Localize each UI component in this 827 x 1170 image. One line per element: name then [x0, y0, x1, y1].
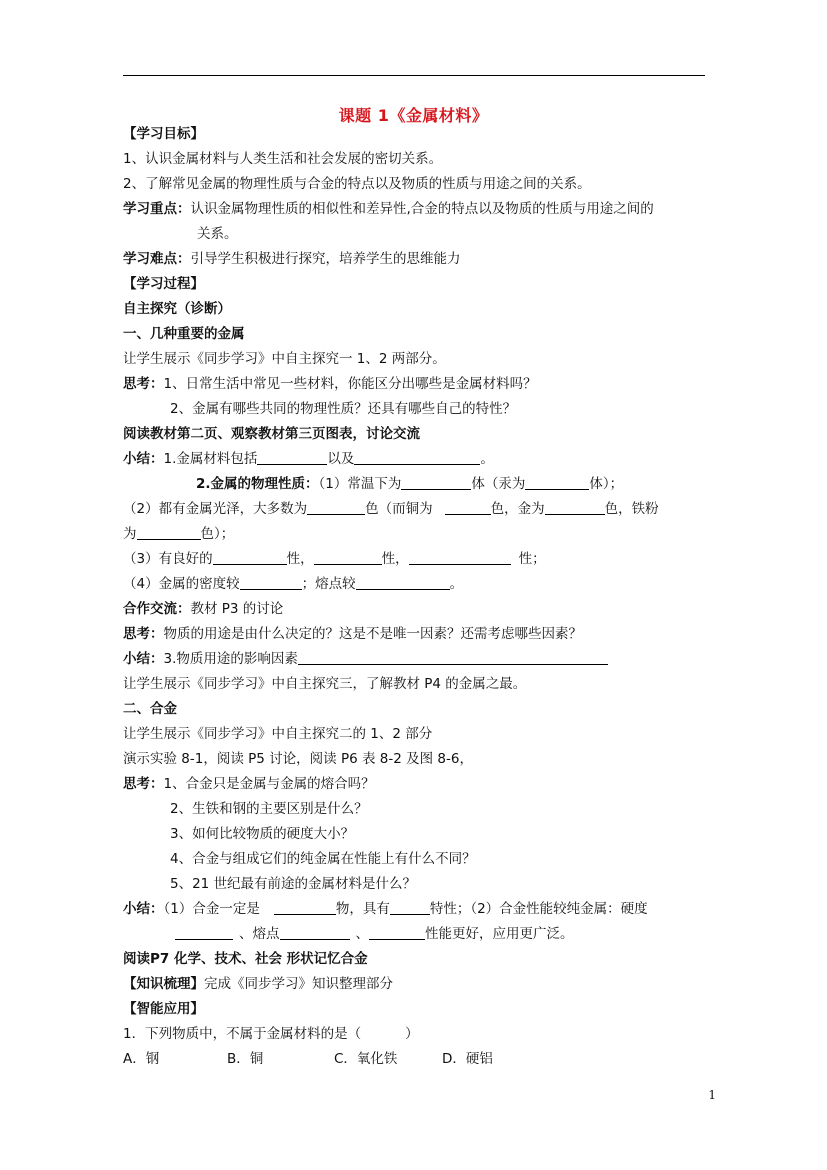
summary-4-cont	[123, 925, 574, 943]
property-2	[123, 500, 659, 518]
think-2	[123, 625, 582, 643]
think-3-item-2: 2、生铁和钢的主要区别是什么？	[170, 801, 368, 817]
summary-3	[123, 650, 608, 668]
blank[interactable]	[445, 500, 491, 515]
key-point-text: 认识金属物理性质的相似性和差异性,合金的特点以及物质的性质与用途之间的	[190, 201, 654, 217]
cooperation-text: 教材 P3 的讨论	[190, 601, 284, 617]
think-3-item-5: 5、21 世纪最有前途的金属材料是什么？	[170, 876, 417, 892]
think-1	[123, 375, 537, 393]
blank[interactable]	[369, 925, 425, 940]
property-3-text-b: 性，	[286, 551, 314, 567]
option-d[interactable]: D．硬铝	[442, 1051, 493, 1067]
summary-3-text: 3.物质用途的影响因素	[163, 651, 298, 667]
property-2-text-f: 色）；	[200, 526, 235, 542]
blank[interactable]	[409, 550, 511, 565]
think-3-item-1: 1、合金只是金属与金属的熔合吗？	[163, 776, 375, 792]
property-3-text-a: （3）有良好的	[123, 551, 213, 567]
question-1-text: 1．下列物质中，不属于金属材料的是（	[123, 1026, 362, 1042]
summary-4-label: 小结：	[123, 901, 164, 917]
summary-2-label: 2.金属的物理性质：	[196, 476, 319, 492]
summary-4	[123, 900, 648, 918]
think-1-item-2: 2、金属有哪些共同的物理性质？还具有哪些自己的特性？	[170, 401, 517, 417]
cooperation-label: 合作交流：	[123, 601, 191, 617]
knowledge	[123, 975, 393, 993]
objectives-heading: 【学习目标】	[123, 126, 204, 142]
page-title: 课题 1《金属材料》	[338, 106, 489, 125]
option-a[interactable]: A．钢	[123, 1051, 160, 1067]
question-1-options	[123, 1050, 493, 1068]
knowledge-text: 完成《同步学习》知识整理部分	[204, 976, 393, 992]
summary-4-text-b: 物，具有	[335, 901, 390, 917]
property-2-text-d: 色，铁粉	[604, 501, 659, 517]
blank[interactable]	[525, 475, 589, 490]
property-4-text-c: 。	[449, 576, 464, 592]
blank[interactable]	[137, 525, 201, 540]
objective-1: 1、认识金属材料与人类生活和社会发展的密切关系。	[123, 151, 443, 167]
summary-2-text-c: 体（汞为	[471, 476, 526, 492]
question-1-end: ）	[405, 1026, 419, 1042]
blank[interactable]	[390, 900, 430, 915]
blank[interactable]	[545, 500, 605, 515]
option-b[interactable]: B．铜	[227, 1051, 264, 1067]
blank[interactable]	[175, 925, 233, 940]
property-3-text-c: 性，	[381, 551, 409, 567]
summary-1-label: 小结：	[123, 451, 164, 467]
process-heading: 【学习过程】	[123, 276, 204, 292]
blank[interactable]	[298, 650, 608, 665]
apply-heading: 【智能应用】	[123, 1001, 204, 1017]
question-1	[123, 1025, 419, 1043]
explore-heading: 自主探究（诊断）	[123, 301, 231, 317]
blank[interactable]	[257, 450, 327, 465]
think-3-item-3: 3、如何比较物质的硬度大小？	[170, 826, 355, 842]
property-2-text-c: 色，金为	[490, 501, 545, 517]
blank[interactable]	[274, 900, 336, 915]
property-3	[123, 550, 546, 568]
summary-1	[123, 450, 494, 468]
difficulty	[123, 250, 461, 268]
key-point-cont: 关系。	[197, 226, 238, 242]
header-rule	[123, 75, 705, 76]
think-1-item-1: 1、日常生活中常见一些材料，你能区分出哪些是金属材料吗？	[163, 376, 537, 392]
blank[interactable]	[240, 575, 302, 590]
blank[interactable]	[354, 450, 480, 465]
property-2-text-e: 为	[123, 526, 137, 542]
summary-1-text-a: 1.金属材料包括	[163, 451, 258, 467]
property-3-text-d: 性；	[518, 551, 546, 567]
section-2-show: 让学生展示《同步学习》中自主探究二的 1、2 部分	[123, 726, 433, 742]
section-1-title: 一、几种重要的金属	[123, 326, 245, 342]
blank[interactable]	[401, 475, 471, 490]
difficulty-label: 学习难点：	[123, 251, 191, 267]
blank[interactable]	[314, 550, 382, 565]
cooperation	[123, 600, 283, 618]
objective-2: 2、了解常见金属的物理性质与合金的特点以及物质的性质与用途之间的关系。	[123, 176, 591, 192]
blank[interactable]	[356, 575, 450, 590]
property-4-text-a: （4）金属的密度较	[123, 576, 240, 592]
summary-2-text-b: （1）常温下为	[318, 476, 402, 492]
summary-2	[196, 475, 623, 493]
blank[interactable]	[280, 925, 350, 940]
section-2-title: 二、合金	[123, 701, 177, 717]
demo-text: 演示实验 8-1，阅读 P5 讨论，阅读 P6 表 8-2 及图 8-6，	[123, 751, 473, 767]
section-1-show: 让学生展示《同步学习》中自主探究一 1、2 两部分。	[123, 351, 446, 367]
difficulty-text: 引导学生积极进行探究，培养学生的思维能力	[190, 251, 461, 267]
page-number: 1	[708, 1088, 716, 1102]
think-2-text: 物质的用途是由什么决定的？这是不是唯一因素？还需考虑哪些因素？	[163, 626, 582, 642]
summary-4-text-a: （1）合金一定是	[163, 901, 260, 917]
think-2-label: 思考：	[123, 626, 164, 642]
read-2: 阅读P7 化学、技术、社会 形状记忆合金	[123, 951, 368, 967]
key-point-label: 学习重点：	[123, 201, 191, 217]
property-2-cont	[123, 525, 234, 543]
read-1: 阅读教材第二页、观察教材第三页图表，讨论交流	[123, 426, 420, 442]
property-4	[123, 575, 463, 593]
summary-2-text-d: 体）；	[589, 476, 624, 492]
summary-1-text-c: 。	[480, 451, 494, 467]
option-c[interactable]: C．氧化铁	[334, 1051, 398, 1067]
summary-3-label: 小结：	[123, 651, 164, 667]
summary-4-text-e: 、	[355, 926, 369, 942]
think-3-item-4: 4、合金与组成它们的纯金属在性能上有什么不同？	[170, 851, 476, 867]
think-3-label: 思考：	[123, 776, 164, 792]
summary-4-text-d: 、熔点	[239, 926, 280, 942]
show-3: 让学生展示《同步学习》中自主探究三，了解教材 P4 的金属之最。	[123, 676, 527, 692]
property-2-text-a: （2）都有金属光泽，大多数为	[123, 501, 308, 517]
knowledge-label: 【知识梳理】	[123, 976, 204, 992]
property-4-text-b: ；熔点较	[301, 576, 356, 592]
think-3	[123, 775, 375, 793]
property-2-text-b: 色（而铜为	[365, 501, 433, 517]
think-1-label: 思考：	[123, 376, 164, 392]
blank[interactable]	[307, 500, 365, 515]
summary-4-text-f: 性能更好，应用更广泛。	[425, 926, 574, 942]
summary-4-text-c: 特性；（2）合金性能较纯金属：硬度	[429, 901, 648, 917]
summary-1-text-b: 以及	[327, 451, 355, 467]
key-point	[123, 200, 654, 218]
blank[interactable]	[213, 550, 287, 565]
